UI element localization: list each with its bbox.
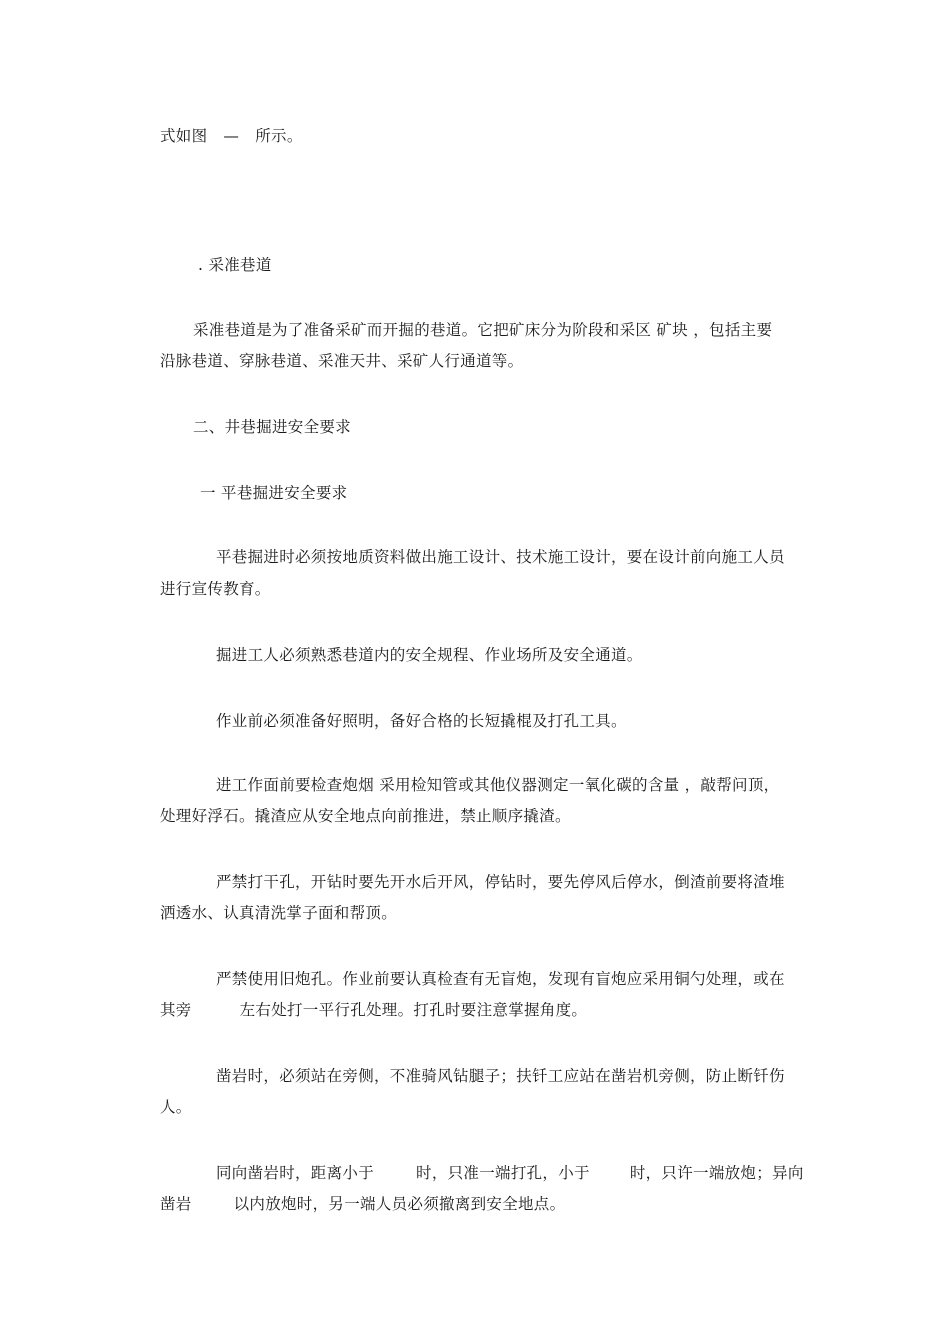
- paragraph-5-line-1: 严禁打干孔，开钻时要先开水后开风，停钻时，要先停风后停水，倒渣前要将渣堆: [216, 873, 785, 891]
- intro-text-1: 式如图: [160, 127, 208, 145]
- paragraph-3-line-1: 作业前必须准备好照明，备好合格的长短撬棍及打孔工具。: [216, 712, 627, 730]
- paragraph-6-line-1: 严禁使用旧炮孔。作业前要认真检查有无盲炮，发现有盲炮应采用铜勺处理，或在: [216, 970, 785, 988]
- paragraph-8-line-2: [160, 1194, 565, 1214]
- intro-line: [160, 126, 303, 146]
- paragraph-6-line-2-part-2: 左右处打一平行孔处理。打孔时要注意掌握角度。: [239, 1001, 588, 1019]
- paragraph-8-line-1-part-2: 时，只准一端打孔，小于: [416, 1164, 590, 1182]
- heading-drift-safety: 一 平巷掘进安全要求: [200, 484, 348, 502]
- paragraph-caizhun-line-2: 沿脉巷道、穿脉巷道、采准天井、采矿人行通道等。: [160, 352, 524, 370]
- paragraph-caizhun-line-1: 采准巷道是为了准备采矿而开掘的巷道。它把矿床分为阶段和采区 矿块 ，包括主要: [193, 321, 773, 339]
- paragraph-8-line-2-part-2: 以内放炮时，另一端人员必须撤离到安全地点。: [233, 1195, 566, 1213]
- paragraph-7-line-2: 人。: [160, 1098, 192, 1116]
- paragraph-8-line-1-part-3: 时，只许一端放炮；异向: [629, 1164, 804, 1182]
- heading-safety-requirements: 二、井巷掘进安全要求: [193, 418, 352, 436]
- paragraph-4-line-1: 进工作面前要检查炮烟 采用检知管或其他仪器测定一氧化碳的含量 ，敲帮问顶，: [216, 776, 780, 794]
- paragraph-6-line-2-part-1: 其旁: [160, 1001, 192, 1019]
- paragraph-8-line-1-part-1: 同向凿岩时，距离小于: [216, 1164, 375, 1182]
- paragraph-1-line-2: 进行宣传教育。: [160, 580, 271, 598]
- paragraph-1-line-1: 平巷掘进时必须按地质资料做出施工设计、技术施工设计，要在设计前向施工人员: [216, 548, 785, 566]
- paragraph-7-line-1: 凿岩时，必须站在旁侧，不准骑风钻腿子；扶钎工应站在凿岩机旁侧，防止断钎伤: [216, 1067, 785, 1085]
- section-heading: . 采准巷道: [198, 256, 272, 274]
- paragraph-4-line-2: 处理好浮石。撬渣应从安全地点向前推进，禁止顺序撬渣。: [160, 807, 571, 825]
- paragraph-2-line-1: 掘进工人必须熟悉巷道内的安全规程、作业场所及安全通道。: [216, 646, 643, 664]
- paragraph-8-line-1: [216, 1163, 804, 1183]
- intro-dash: —: [223, 127, 240, 145]
- paragraph-6-line-2: [160, 1000, 587, 1020]
- paragraph-8-line-2-part-1: 凿岩: [160, 1195, 192, 1213]
- paragraph-5-line-2: 洒透水、认真清洗掌子面和帮顶。: [160, 904, 398, 922]
- intro-text-2: 所示。: [255, 127, 303, 145]
